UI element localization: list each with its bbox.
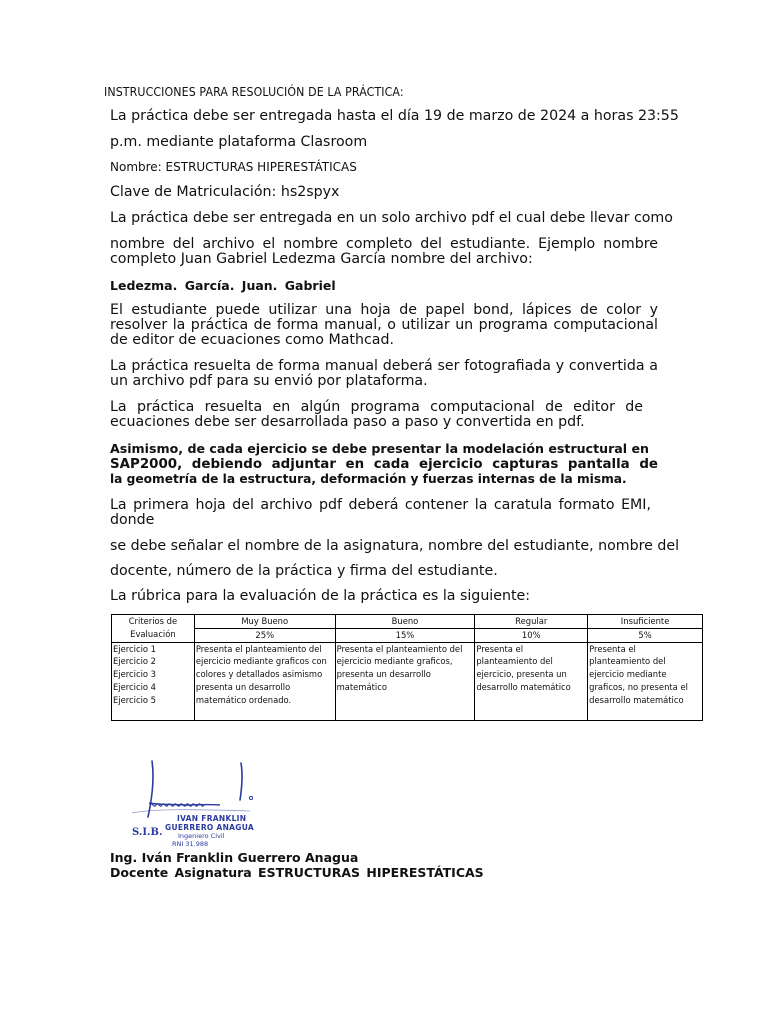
description-line: ejercicio, presenta un [476,669,567,680]
level-header: Muy Bueno [194,615,335,629]
exercise-item: Ejercicio 3 [113,669,157,680]
enrollment-key: Clave de Matriculación: hs2spyx [110,184,340,200]
exercise-item: Ejercicio 1 [113,643,157,654]
description-line: graficos, no presenta el [589,681,688,692]
description-line: matemático [336,681,387,692]
rubric-header-row [112,615,703,629]
cover-line-1: La primera hoja del archivo pdf deberá contener la caratula formato EMI, [110,497,651,513]
exercise-item: Ejercicio 2 [113,656,157,667]
deadline-line-1: La práctica debe ser entregada hasta el día 19 de marzo de 2024 a horas 23:55 [110,108,679,124]
course-name: Nombre: ESTRUCTURAS HIPERESTÁTICAS [110,160,357,174]
criteria-header-line-1: Criterios de [128,616,178,626]
sap-line-2: SAP2000, debiendo adjuntar en cada ejercicio capturas pantalla de [110,457,658,472]
editor-line-1: La práctica resuelta en algún programa computacional de editor de [110,399,643,415]
manual-line-3: de editor de ecuaciones como Mathcad. [110,332,394,348]
level-weight: 15% [335,628,475,642]
rubric-body-row [112,642,703,720]
description-line: matemático ordenado. [195,694,292,705]
level-description-regular [475,642,588,720]
cover-line-2: donde [110,512,155,528]
sap-line-1: Asimismo, de cada ejercicio se debe presentar la modelación estructural en [110,441,649,456]
description-line: Presenta el planteamiento del [195,643,322,654]
description-line: Presenta el [476,643,524,654]
description-line: planteamiento del [476,656,553,667]
level-description-bueno [335,642,475,720]
sap-line-3: la geometría de la estructura, deformación y fuerzas internas de la misma. [110,472,627,486]
level-header: Insuficiente [588,615,703,629]
file-name-line-1: nombre del archivo el nombre completo del estudiante. Ejemplo nombre [110,236,658,252]
cover-line-4: docente, número de la práctica y firma del estudiante. [110,563,498,579]
single-pdf-text: La práctica debe ser entregada en un solo archivo pdf el cual debe llevar como [110,210,673,226]
description-line: desarrollo matemático [476,681,571,692]
instructions-heading: INSTRUCCIONES PARA RESOLUCIÓN DE LA PRÁCTICA: [104,85,404,99]
stamp-rni: RNI 31.988 [172,840,209,848]
criteria-header-line-2: Evaluación [130,628,176,639]
file-name-line-2: completo Juan Gabriel Ledezma García nombre del archivo: [110,251,533,267]
level-header: Bueno [335,615,475,629]
level-weight: 5% [588,628,703,642]
rubric-weight-row [112,628,703,642]
level-weight: 25% [194,628,335,642]
description-line: Presenta el [589,643,636,654]
photo-line-1: La práctica resuelta de forma manual deberá ser fotografiada y convertida a [110,358,658,374]
criteria-header [112,615,195,643]
description-line: ejercicio mediante [589,669,667,680]
cover-line-3: se debe señalar el nombre de la asignatura, nombre del estudiante, nombre del [110,538,680,554]
stamp-name-line-1: IVAN FRANKLIN [177,814,247,823]
description-line: desarrollo matemático [589,694,684,705]
signer-name: Ing. Iván Franklin Guerrero Anagua [110,850,359,865]
manual-line-2: resolver la práctica de forma manual, o utilizar un programa computacional [110,317,658,333]
description-line: presenta un desarrollo [336,669,431,680]
signer-role: Docente Asignatura ESTRUCTURAS HIPERESTÁTICAS [110,865,484,880]
stamp-initials: S.I.B. [132,827,163,838]
deadline-line-2: p.m. mediante plataforma Clasroom [110,134,368,150]
rubric-intro: La rúbrica para la evaluación de la práctica es la siguiente: [110,588,531,604]
exercise-item: Ejercicio 5 [113,694,157,705]
level-description-insuficiente [588,642,703,720]
description-line: ejercicio mediante graficos, [336,656,453,667]
example-file-name: Ledezma. García. Juan. Gabriel [110,278,336,293]
stamp-name-line-2: GUERRERO ANAGUA [165,823,255,832]
rubric-table [111,614,703,721]
manual-line-1: El estudiante puede utilizar una hoja de papel bond, lápices de color y [110,302,658,318]
exercise-item: Ejercicio 4 [113,681,157,692]
stamp-title: Ingeniero Civil [178,832,225,840]
signature-stamp [110,755,280,855]
level-header: Regular [475,615,588,629]
description-line: ejercicio mediante graficos con [195,656,327,667]
description-line: colores y detallados asimismo [195,669,323,680]
editor-line-2: ecuaciones debe ser desarrollada paso a paso y convertida en pdf. [110,414,585,430]
description-line: presenta un desarrollo [195,681,291,692]
level-weight: 10% [475,628,588,642]
description-line: planteamiento del [589,656,666,667]
description-line: Presenta el planteamiento del [336,643,463,654]
photo-line-2: un archivo pdf para su envió por plataforma. [110,373,428,389]
exercise-list [112,642,195,720]
level-description-muy-bueno [194,642,335,720]
